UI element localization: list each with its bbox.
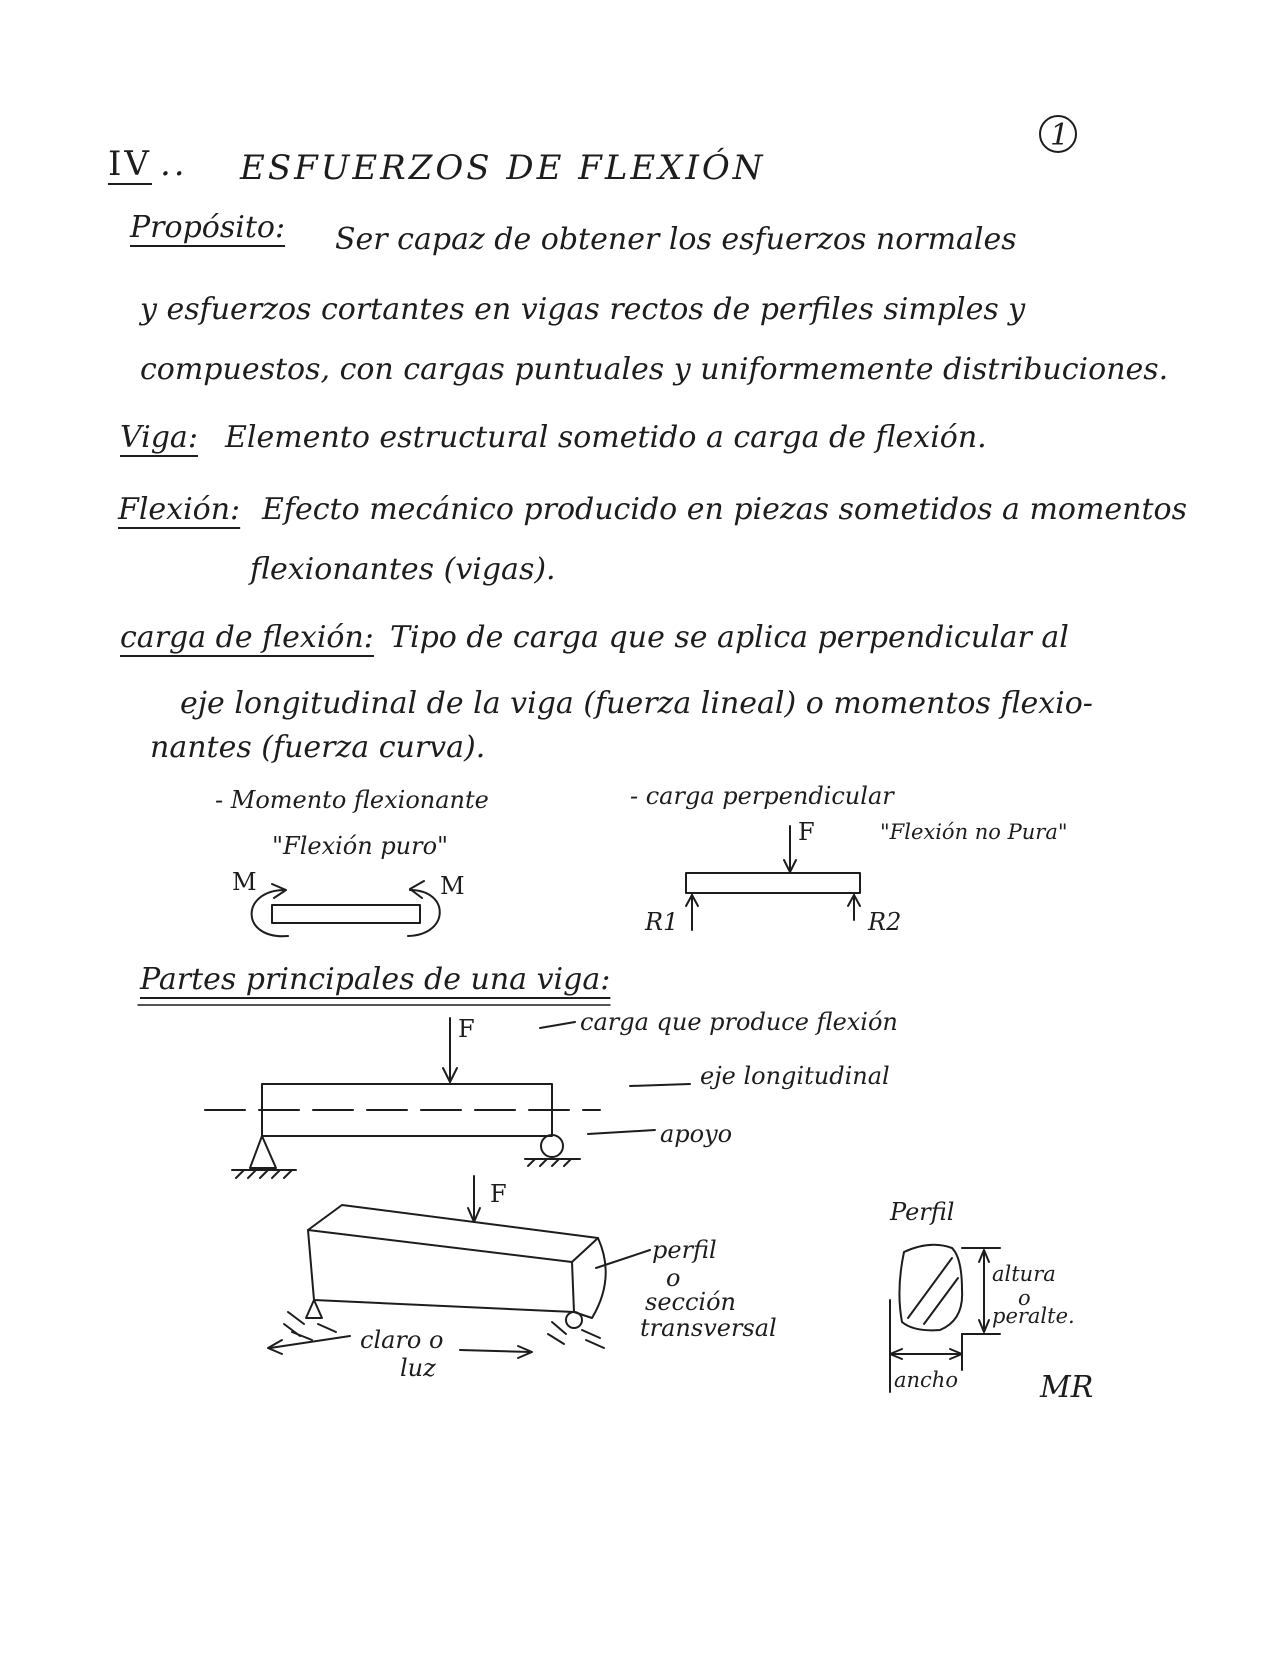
momento-bullet: - Momento flexionante [215,786,489,814]
moment-label-left: M [232,868,257,896]
viga-label: Viga: [120,420,198,455]
label-transversal: transversal [640,1314,777,1342]
label-altura-o: o [1018,1286,1031,1310]
perpendicular-load-diagram [686,826,860,930]
beam-point-load [686,873,860,893]
beam3d-force-label: F [490,1180,507,1208]
beam3d-support-right [566,1312,582,1328]
carga-flexion-label: carga de flexión: [120,620,374,655]
load-force-label: F [798,818,815,846]
partes-force-label: F [458,1015,475,1043]
beam3d-top-face [308,1205,598,1262]
reaction-r2-label: R2 [868,908,902,936]
label-luz: luz [400,1354,436,1382]
carga-flexion-line-3: nantes (fuerza curva). [150,730,486,765]
flexion-label: Flexión: [118,492,241,527]
label-perfil-o: o [666,1264,681,1292]
beam3d-hatch-left [284,1312,336,1340]
section-separator: .. [160,144,188,184]
parts-diagram [138,1005,690,1178]
beam-3d-diagram [268,1176,650,1358]
label-ancho: ancho [894,1368,958,1392]
pointer-apoyo [588,1130,655,1134]
label-carga-produce: carga que produce flexión [580,1008,898,1036]
cross-section-diagram [890,1245,1000,1392]
claro-arrow-right [460,1350,530,1352]
page-number: 1 [1050,118,1070,153]
page-number-circle [1040,116,1076,152]
flexion-line-2: flexionantes (vigas). [250,552,556,587]
beam3d-support-left [306,1300,322,1318]
roller-support [541,1135,563,1157]
partes-title: Partes principales de una viga: [140,962,611,997]
pointer-carga [540,1022,575,1028]
proposito-label: Propósito: [130,210,286,245]
label-seccion: sección [645,1288,736,1316]
moment-arrow-left [252,890,288,936]
beam3d-end-face [574,1238,606,1318]
carga-flexion-line-1: Tipo de carga que se aplica perpendicular al [390,620,1069,655]
label-altura: altura [992,1262,1056,1286]
pin-hatch [236,1170,292,1178]
flexion-no-pura-caption: "Flexión no Pura" [880,820,1068,844]
moment-arrow-right [408,890,440,936]
moment-label-right: M [440,872,465,900]
cross-section-hatch-1 [908,1258,952,1318]
pure-bending-diagram [252,881,440,936]
beam3d-hatch-right [548,1322,604,1348]
section-roman: IV [108,144,152,184]
label-eje-longitudinal: eje longitudinal [700,1062,890,1090]
reaction-r1-label: R1 [645,908,679,936]
author-signature: MR [1040,1370,1094,1405]
proposito-line-3: compuestos, con cargas puntuales y uniformemente distribuciones. [140,352,1169,387]
section-title: ESFUERZOS DE FLEXIÓN [240,148,766,188]
carga-perpendicular-bullet: - carga perpendicular [630,782,894,810]
label-apoyo: apoyo [660,1120,733,1148]
flexion-puro-caption: "Flexión puro" [272,832,449,860]
pin-support [250,1136,276,1168]
flexion-line-1: Efecto mecánico producido en piezas sometidos a momentos [262,492,1188,527]
roller-hatch [528,1159,571,1166]
label-claro-o: claro o [360,1326,444,1354]
beam3d-front-face [308,1230,574,1312]
proposito-line-2: y esfuerzos cortantes en vigas rectos de perfiles simples y [140,292,1026,327]
proposito-line-1: Ser capaz de obtener los esfuerzos normales [335,222,1017,257]
claro-arrow-left [270,1336,350,1348]
beam-pure-bending [272,905,420,923]
label-perfil: perfil [652,1236,717,1264]
pointer-eje [630,1084,690,1086]
cross-section-hatch-2 [924,1278,958,1324]
perfil-title: Perfil [890,1198,955,1226]
viga-definition: Elemento estructural sometido a carga de flexión. [225,420,987,455]
carga-flexion-line-2: eje longitudinal de la viga (fuerza lineal) o momentos flexio- [180,686,1093,721]
label-peralte: peralte. [992,1304,1075,1328]
